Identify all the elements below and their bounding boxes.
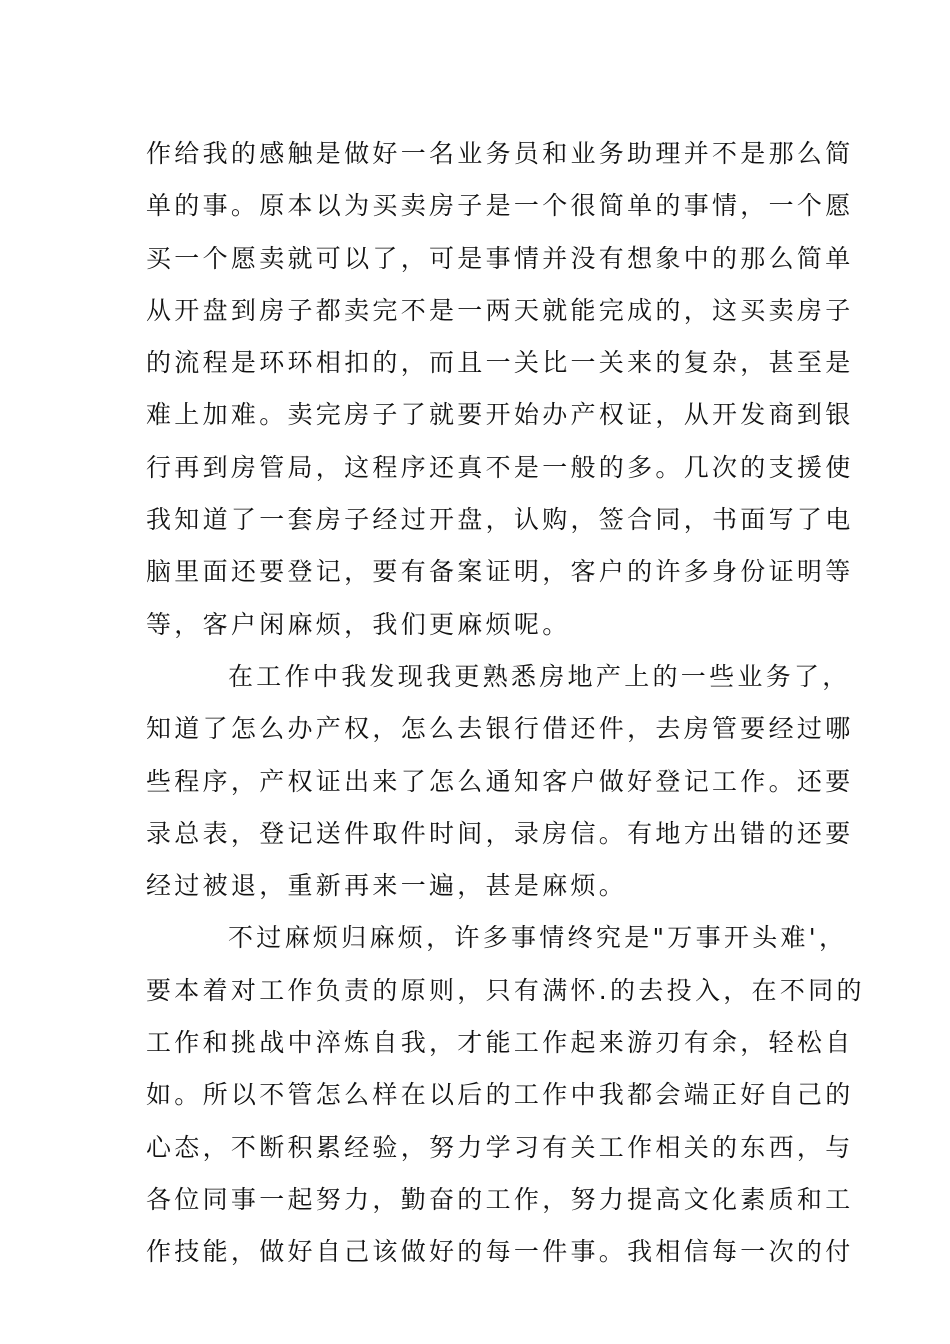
text-line: 要本着对工作负责的原则，只有满怀.的去投入，在不同的 <box>146 975 865 1005</box>
text-line: 脑里面还要登记，要有备案证明，客户的许多身份证明等 <box>146 557 854 587</box>
text-line: 行再到房管局，这程序还真不是一般的多。几次的支援使 <box>146 452 854 482</box>
text-line: 录总表，登记送件取件时间，录房信。有地方出错的还要 <box>146 818 854 848</box>
text-line: 作技能，做好自己该做好的每一件事。我相信每一次的付 <box>146 1237 854 1267</box>
text-line: 些程序，产权证出来了怎么通知客户做好登记工作。还要 <box>146 766 854 796</box>
body-text <box>146 128 865 1279</box>
paragraph-first-line: 不过麻烦归麻烦，许多事情终究是"万事开头难'， <box>228 923 848 953</box>
text-line: 的流程是环环相扣的，而且一关比一关来的复杂，甚至是 <box>146 348 854 378</box>
text-line: 作给我的感触是做好一名业务员和业务助理并不是那么简 <box>146 139 854 168</box>
text-line: 如。所以不管怎么样在以后的工作中我都会端正好自己的 <box>146 1080 854 1110</box>
text-line: 经过被退，重新再来一遍，甚是麻烦。 <box>146 871 628 901</box>
text-line: 知道了怎么办产权，怎么去银行借还件，去房管要经过哪 <box>146 714 854 744</box>
text-line: 单的事。原本以为买卖房子是一个很简单的事情，一个愿 <box>146 191 854 221</box>
text-line: 难上加难。卖完房子了就要开始办产权证，从开发商到银 <box>146 400 854 430</box>
text-line: 各位同事一起努力，勤奋的工作，努力提高文化素质和工 <box>146 1184 854 1214</box>
text-line: 心态，不断积累经验，努力学习有关工作相关的东西，与 <box>146 1132 854 1162</box>
text-line: 买一个愿卖就可以了，可是事情并没有想象中的那么简单 <box>146 243 854 273</box>
text-line: 从开盘到房子都卖完不是一两天就能完成的，这买卖房子 <box>146 295 854 325</box>
text-line: 工作和挑战中淬炼自我，才能工作起来游刃有余，轻松自 <box>146 1028 854 1058</box>
text-line: 等，客户闲麻烦，我们更麻烦呢。 <box>146 609 571 639</box>
text-line: 我知道了一套房子经过开盘，认购，签合同，书面写了电 <box>146 505 854 535</box>
paragraph-first-line: 在工作中我发现我更熟悉房地产上的一些业务了， <box>228 661 851 691</box>
